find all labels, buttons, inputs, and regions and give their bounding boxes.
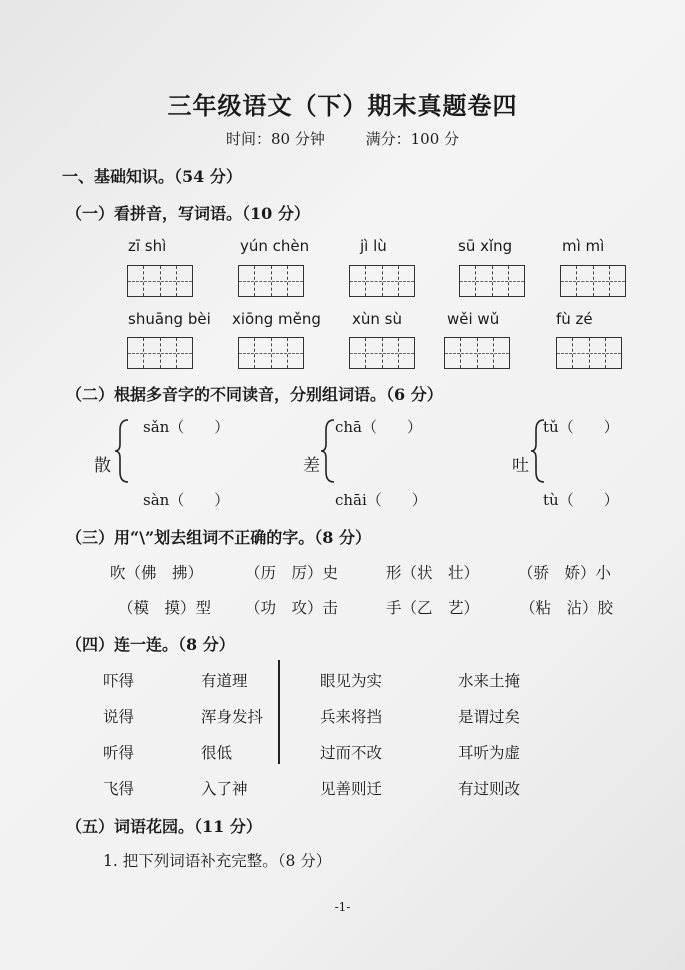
match-item[interactable]: 过而不改 [320, 744, 383, 762]
part5-sub1: 1. 把下列词语补充完整。（8 分） [103, 852, 332, 870]
part1-heading: （一）看拼音，写词语。（10 分） [66, 204, 310, 223]
word-choice[interactable]: （模 摸）型 [118, 599, 212, 617]
match-item[interactable]: 是谓过矣 [458, 708, 521, 726]
match-item[interactable]: 有过则改 [458, 780, 521, 798]
word-choice[interactable]: （粘 沾）胶 [520, 599, 614, 617]
writing-grid[interactable] [127, 337, 193, 369]
part2-heading: （二）根据多音字的不同读音，分别组词语。（6 分） [66, 385, 443, 404]
match-item[interactable]: 见善则迁 [320, 780, 383, 798]
page-number: -1- [334, 900, 351, 914]
word-choice[interactable]: （功 攻）击 [245, 599, 339, 617]
pinyin-3: jì lù [360, 237, 387, 255]
section-heading-basic: 一、基础知识。（54 分） [62, 167, 242, 186]
polyphone-blank[interactable]: chā（ ） [335, 418, 423, 436]
word-choice[interactable]: （历 厉）史 [245, 564, 339, 582]
exam-score: 满分：100 分 [365, 130, 460, 148]
exam-time: 时间：80 分钟 [225, 130, 325, 148]
pinyin-1: zī shì [128, 237, 167, 255]
part4-heading: （四）连一连。（8 分） [66, 635, 235, 654]
page-title: 三年级语文（下）期末真题卷四 [167, 91, 518, 120]
part5-heading: （五）词语花园。（11 分） [66, 817, 262, 836]
polyphone-blank[interactable]: sàn（ ） [143, 491, 230, 509]
match-item[interactable]: 眼见为实 [320, 672, 383, 690]
writing-grid[interactable] [238, 337, 304, 369]
polyphone-blank[interactable]: chāi（ ） [335, 491, 427, 509]
writing-grid[interactable] [444, 337, 510, 369]
pinyin-8: xùn sù [352, 310, 402, 328]
word-choice[interactable]: （骄 娇）小 [518, 564, 612, 582]
match-item[interactable]: 耳听为虚 [458, 744, 521, 762]
writing-grid[interactable] [127, 265, 193, 297]
pinyin-5: mì mì [562, 237, 605, 255]
match-item[interactable]: 兵来将挡 [320, 708, 383, 726]
exam-info [0, 128, 685, 149]
pinyin-2: yún chèn [240, 237, 310, 255]
match-item[interactable]: 浑身发抖 [201, 708, 264, 726]
writing-grid[interactable] [459, 265, 525, 297]
polyphone-blank[interactable]: tù（ ） [543, 491, 619, 509]
polyphone-char: 吐 [512, 456, 529, 476]
writing-grid[interactable] [349, 337, 415, 369]
word-choice[interactable]: 手（乙 艺） [386, 599, 480, 617]
match-item[interactable]: 说得 [103, 708, 135, 726]
writing-grid[interactable] [560, 265, 626, 297]
match-item[interactable]: 听得 [103, 744, 135, 762]
pinyin-7: xiōng měng [232, 310, 321, 328]
writing-grid[interactable] [238, 265, 304, 297]
pinyin-10: fù zé [556, 310, 593, 328]
polyphone-char: 差 [303, 456, 320, 476]
pinyin-4: sū xǐng [458, 237, 513, 255]
polyphone-blank[interactable]: tǔ（ ） [543, 418, 619, 436]
polyphone-char: 散 [94, 456, 111, 476]
match-item[interactable]: 吓得 [103, 672, 135, 690]
polyphone-blank[interactable]: sǎn（ ） [143, 418, 230, 436]
match-item[interactable]: 入了神 [201, 780, 248, 798]
brace-icon [320, 418, 336, 484]
match-item[interactable]: 有道理 [201, 672, 248, 690]
word-choice[interactable]: 吹（佛 拂） [110, 564, 204, 582]
match-item[interactable]: 很低 [201, 744, 233, 762]
word-choice[interactable]: 形（状 壮） [386, 564, 480, 582]
pinyin-6: shuāng bèi [128, 310, 211, 328]
pinyin-9: wěi wǔ [447, 310, 500, 328]
match-item[interactable]: 飞得 [103, 780, 135, 798]
match-item[interactable]: 水来土掩 [458, 672, 521, 690]
writing-grid[interactable] [349, 265, 415, 297]
part3-heading: （三）用“\”划去组词不正确的字。（8 分） [66, 528, 371, 547]
writing-grid[interactable] [556, 337, 622, 369]
column-divider [278, 660, 280, 764]
brace-icon [114, 418, 130, 484]
